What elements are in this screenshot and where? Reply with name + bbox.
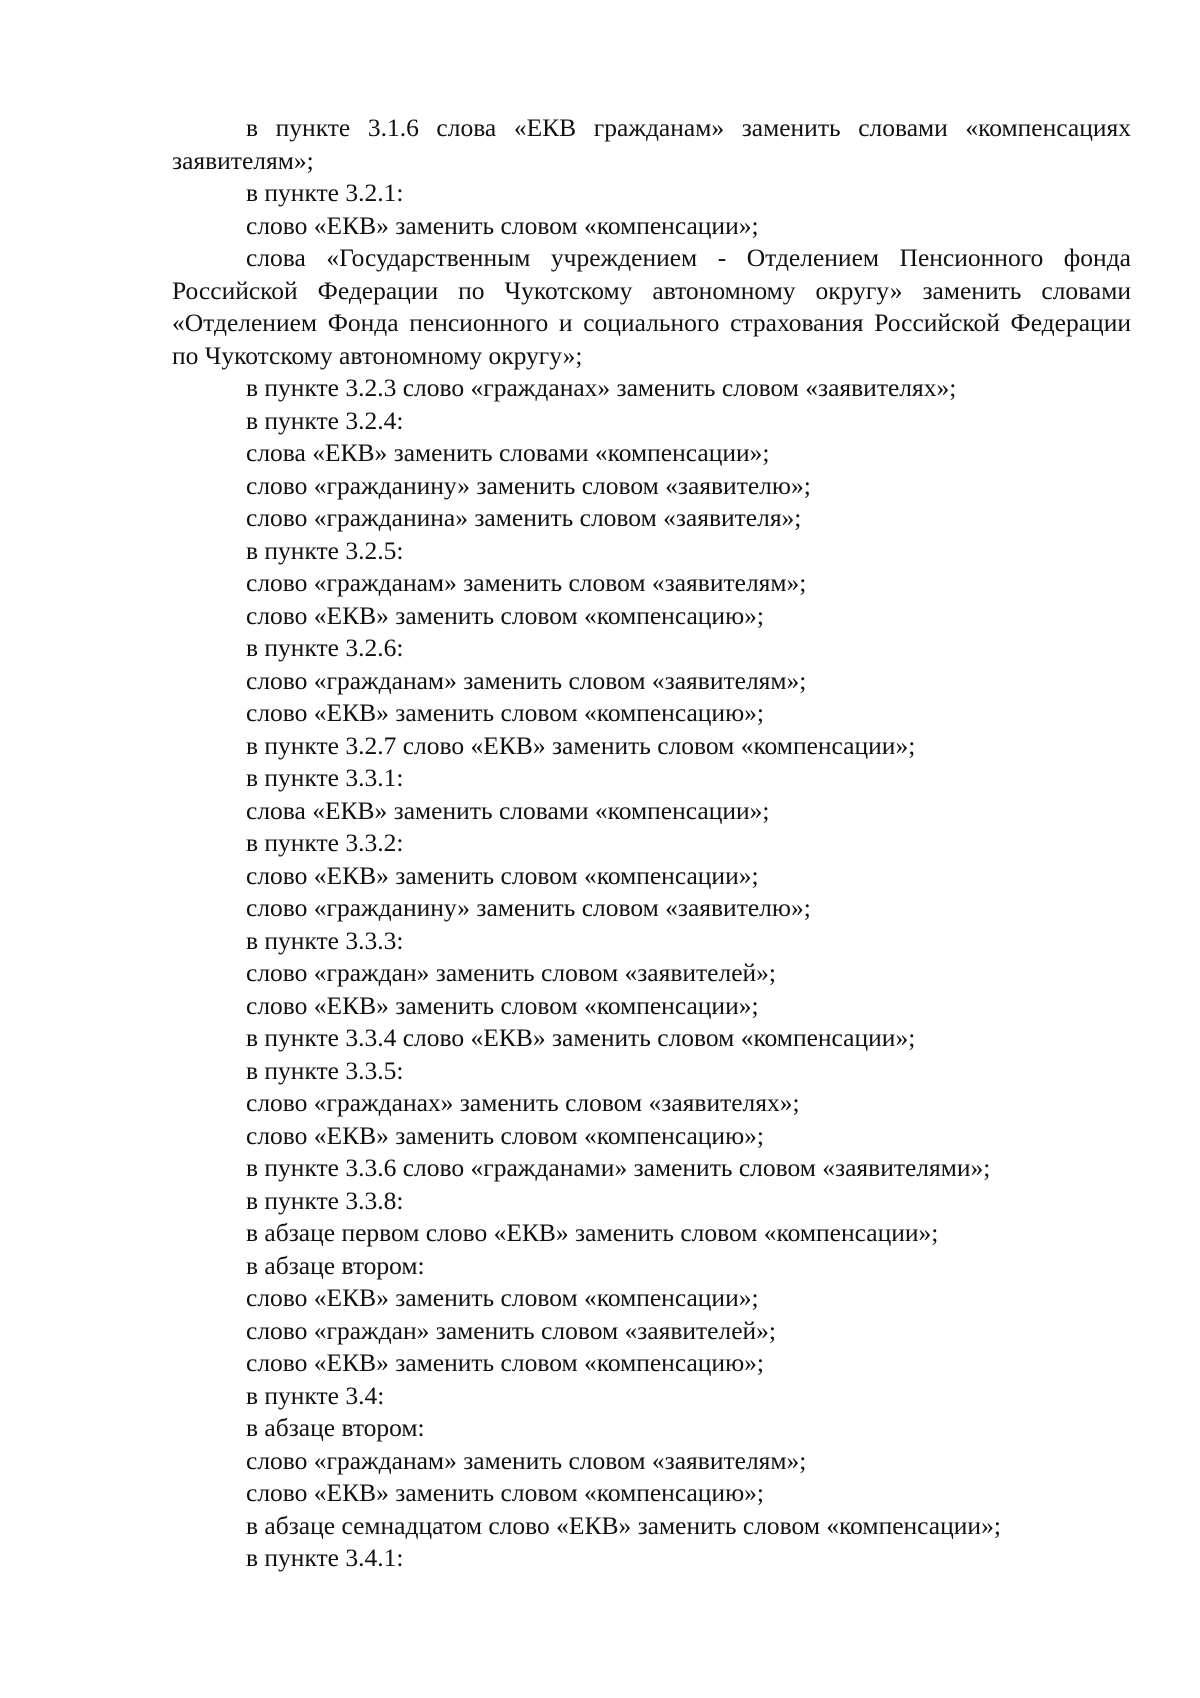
- paragraph: в абзаце втором:: [246, 1250, 425, 1280]
- paragraph: слово «ЕКВ» заменить словом «компенсации»;: [246, 1283, 759, 1312]
- paragraph: в пункте 3.2.7 слово «ЕКВ» заменить словом «компенсации»;: [246, 730, 916, 760]
- paragraph: в пункте 3.3.8:: [246, 1185, 404, 1215]
- paragraph: слова «ЕКВ» заменить словами «компенсации»;: [246, 795, 770, 825]
- paragraph: слово «гражданам» заменить словом «заявителям»;: [246, 1445, 807, 1475]
- paragraph: слово «ЕКВ» заменить словом «компенсацию»;: [246, 600, 764, 630]
- paragraph: в пункте 3.4.1:: [246, 1543, 404, 1572]
- paragraph: в пункте 3.4:: [246, 1380, 385, 1410]
- paragraph: в пункте 3.2.1:: [246, 178, 404, 207]
- paragraph: в пункте 3.2.6:: [246, 633, 404, 662]
- paragraph: слово «гражданам» заменить словом «заявителям»;: [246, 665, 807, 695]
- paragraph: в пункте 3.1.6 слова «ЕКВ гражданам» заменить словами «компенсациях заявителям»;: [172, 113, 1131, 175]
- paragraph: в пункте 3.3.1:: [246, 763, 404, 792]
- paragraph: слово «ЕКВ» заменить словом «компенсацию»;: [246, 1120, 764, 1150]
- paragraph: слово «ЕКВ» заменить словом «компенсации»;: [246, 210, 759, 240]
- paragraph: в пункте 3.3.6 слово «гражданами» заменить словом «заявителями»;: [246, 1153, 991, 1182]
- paragraph: в абзаце семнадцатом слово «ЕКВ» заменить словом «компенсации»;: [246, 1510, 1001, 1540]
- document-body: [172, 112, 1131, 1575]
- paragraph: в пункте 3.2.5:: [246, 535, 404, 565]
- paragraph: слово «гражданину» заменить словом «заявителю»;: [246, 893, 811, 922]
- paragraph: слово «ЕКВ» заменить словом «компенсацию»;: [246, 1478, 764, 1507]
- paragraph: слова «ЕКВ» заменить словами «компенсации»;: [246, 438, 770, 467]
- paragraph: в пункте 3.3.4 слово «ЕКВ» заменить словом «компенсации»;: [246, 1023, 916, 1052]
- paragraph: в пункте 3.3.2:: [246, 828, 404, 857]
- paragraph: слово «ЕКВ» заменить словом «компенсацию»;: [246, 1348, 764, 1377]
- paragraph: слово «ЕКВ» заменить словом «компенсации»;: [246, 860, 759, 890]
- paragraph: слово «ЕКВ» заменить словом «компенсации»;: [246, 990, 759, 1020]
- paragraph: слова «Государственным учреждением - Отделением Пенсионного фонда Российской Федерации по Чукотскому автономному округу» заменить словами «Отделением Фонда пенсионного и социального страхования Российской Федерации по Чукотскому автономному округу»;: [172, 243, 1131, 370]
- paragraph: в абзаце первом слово «ЕКВ» заменить словом «компенсации»;: [246, 1218, 939, 1247]
- paragraph: слово «гражданину» заменить словом «заявителю»;: [246, 470, 811, 500]
- paragraph: в пункте 3.3.5:: [246, 1055, 404, 1085]
- paragraph: в пункте 3.2.3 слово «гражданах» заменить словом «заявителях»;: [246, 373, 957, 402]
- paragraph: слово «гражданина» заменить словом «заявителя»;: [246, 503, 802, 532]
- paragraph: в абзаце втором:: [246, 1413, 425, 1442]
- paragraph: слово «граждан» заменить словом «заявителей»;: [246, 1315, 777, 1345]
- paragraph: слово «граждан» заменить словом «заявителей»;: [246, 958, 777, 987]
- paragraph: в пункте 3.2.4:: [246, 405, 404, 435]
- paragraph: слово «ЕКВ» заменить словом «компенсацию»;: [246, 698, 764, 727]
- paragraph: в пункте 3.3.3:: [246, 925, 404, 955]
- paragraph: слово «гражданам» заменить словом «заявителям»;: [246, 568, 807, 597]
- paragraph: слово «гражданах» заменить словом «заявителях»;: [246, 1088, 800, 1117]
